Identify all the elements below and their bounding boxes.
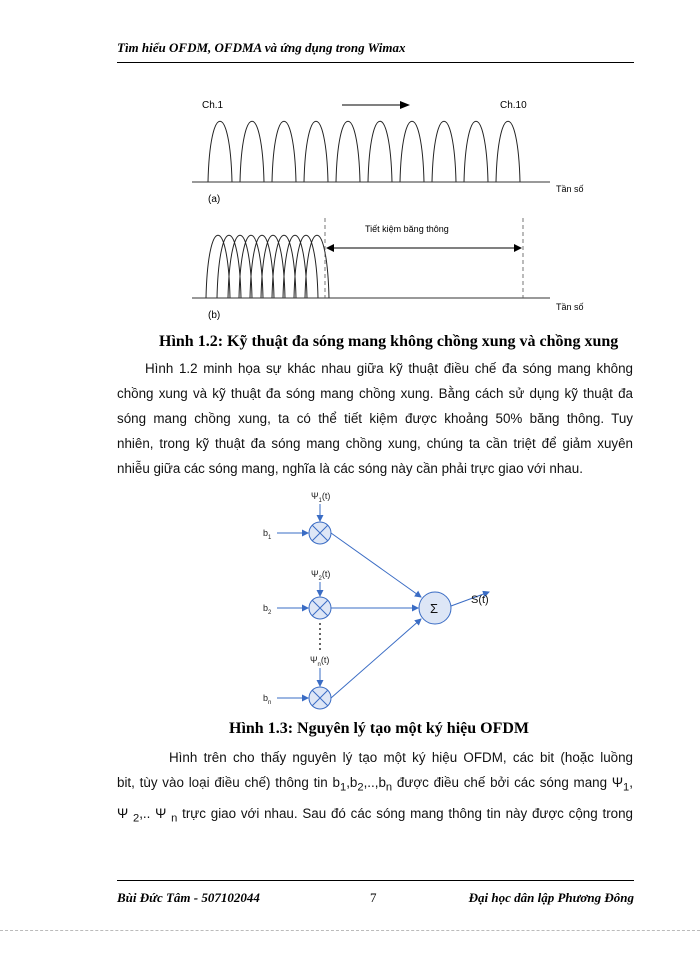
arrow-head — [400, 101, 410, 109]
footer-rule — [117, 880, 634, 881]
subcarrier-pulse — [240, 121, 264, 182]
psi2-label: $\Psi_2(t)$ — [311, 569, 331, 582]
paragraph-1-line: nhiên, trong kỹ thuật đa sóng mang chồng xung, chúng ta cần triệt để giảm xuyên — [117, 436, 633, 451]
subscript: 1 — [339, 781, 347, 794]
psin-label: $\Psi_n(t)$ — [310, 655, 330, 668]
output-label: S(t) — [471, 594, 489, 606]
figure-1-2-caption: Hình 1.2: Kỹ thuật đa sóng mang không chồng xung và chồng xung — [159, 333, 619, 350]
subcarrier-pulse — [496, 121, 520, 182]
text-run: Ψ — [117, 805, 133, 821]
subcarrier-pulse — [272, 121, 296, 182]
subcarrier-pulse — [239, 235, 263, 298]
paragraph-2-line — [117, 801, 633, 832]
bn-label: $b_n$ — [263, 693, 272, 706]
text-run: trực giao với nhau. Sau đó các sóng mang thông tin này được cộng trong — [177, 805, 633, 821]
axis-label-b: Tần số — [556, 302, 584, 312]
text-run: được điều chế bởi các sóng mang Ψ — [392, 775, 624, 790]
b2-label: $b_2$ — [263, 603, 272, 616]
subscript: n — [385, 781, 393, 794]
text-run: ,..,b — [363, 775, 386, 790]
footer-author: Bùi Đức Tâm - 507102044 — [117, 890, 260, 905]
ch1-label: Ch.1 — [202, 100, 224, 111]
subscript: 1 — [623, 781, 630, 794]
subcarrier-pulse — [261, 235, 285, 298]
paragraph-1-line: chồng xung và kỹ thuật đa sóng mang chồng xung. Bằng cách sử dụng kỹ thuật đa — [117, 386, 633, 401]
text-run: bit, tùy vào loại điều chế) thông tin b — [117, 775, 340, 790]
figure-1-2 — [190, 90, 640, 330]
paragraph-2-line: Hình trên cho thấy nguyên lý tạo một ký hiệu OFDM, các bit (hoặc luồng — [169, 750, 633, 765]
bandwidth-saving-label: Tiết kiệm băng thông — [365, 224, 449, 234]
paragraph-1 — [117, 356, 633, 481]
subcarrier-pulse — [272, 235, 296, 298]
paragraph-2-line — [117, 770, 633, 801]
header-rule — [117, 62, 634, 63]
subcarrier-pulse — [208, 121, 232, 182]
paragraph-2 — [117, 745, 633, 831]
ch10-label: Ch.10 — [500, 100, 527, 111]
m1-to-sum — [331, 533, 421, 597]
figure-1-3 — [255, 480, 515, 716]
paragraph-1-line: Hình 1.2 minh họa sự khác nhau giữa kỹ thuật điều chế đa sóng mang không — [145, 361, 633, 376]
overlapping-subcarriers — [206, 235, 329, 298]
page-edge — [0, 930, 700, 931]
mn-to-sum — [331, 619, 421, 698]
subcarrier-pulse — [206, 235, 230, 298]
subscript: n — [171, 812, 178, 825]
sigma-label: Σ — [430, 601, 439, 616]
saving-arrow-head-left — [326, 244, 334, 252]
subcarrier-pulse — [432, 121, 456, 182]
subcarrier-pulse — [336, 121, 360, 182]
subcarrier-pulse — [228, 235, 252, 298]
subcarrier-pulse — [250, 235, 274, 298]
psi1-label: $\Psi_1(t)$ — [311, 491, 331, 504]
paragraph-1-line: nhiễu giữa các sóng mang, nghĩa là các sóng này cần phải trực giao với nhau. — [117, 461, 583, 476]
subcarrier-pulse — [217, 235, 241, 298]
paragraph-1-line: sóng mang chồng xung, ta có thể tiết kiệm được khoảng 50% băng thông. Tuy — [117, 411, 633, 426]
text-run: , — [629, 775, 633, 790]
b1-label: $b_1$ — [263, 528, 272, 541]
page-number: 7 — [370, 890, 377, 905]
subcarrier-pulse — [283, 235, 307, 298]
panel-b-label: (b) — [208, 310, 221, 321]
subcarrier-pulse — [400, 121, 424, 182]
page-header: Tìm hiểu OFDM, OFDMA và ứng dụng trong Wimax — [117, 40, 406, 55]
subcarrier-pulse — [294, 235, 318, 298]
figure-1-3-caption: Hình 1.3: Nguyên lý tạo một ký hiệu OFDM — [229, 720, 530, 737]
axis-label-a: Tần số — [556, 184, 584, 194]
subscript: 2 — [357, 781, 364, 794]
saving-arrow-head-right — [514, 244, 522, 252]
subscript: 2 — [132, 812, 140, 825]
panel-a-label: (a) — [208, 194, 221, 205]
footer-university: Đại học dân lập Phương Đông — [468, 890, 634, 905]
nonoverlapping-subcarriers — [208, 121, 520, 182]
text-run: ,b — [346, 775, 358, 790]
subcarrier-pulse — [304, 121, 328, 182]
text-run: ,.. Ψ — [139, 805, 172, 821]
subcarrier-pulse — [464, 121, 488, 182]
subcarrier-pulse — [368, 121, 392, 182]
